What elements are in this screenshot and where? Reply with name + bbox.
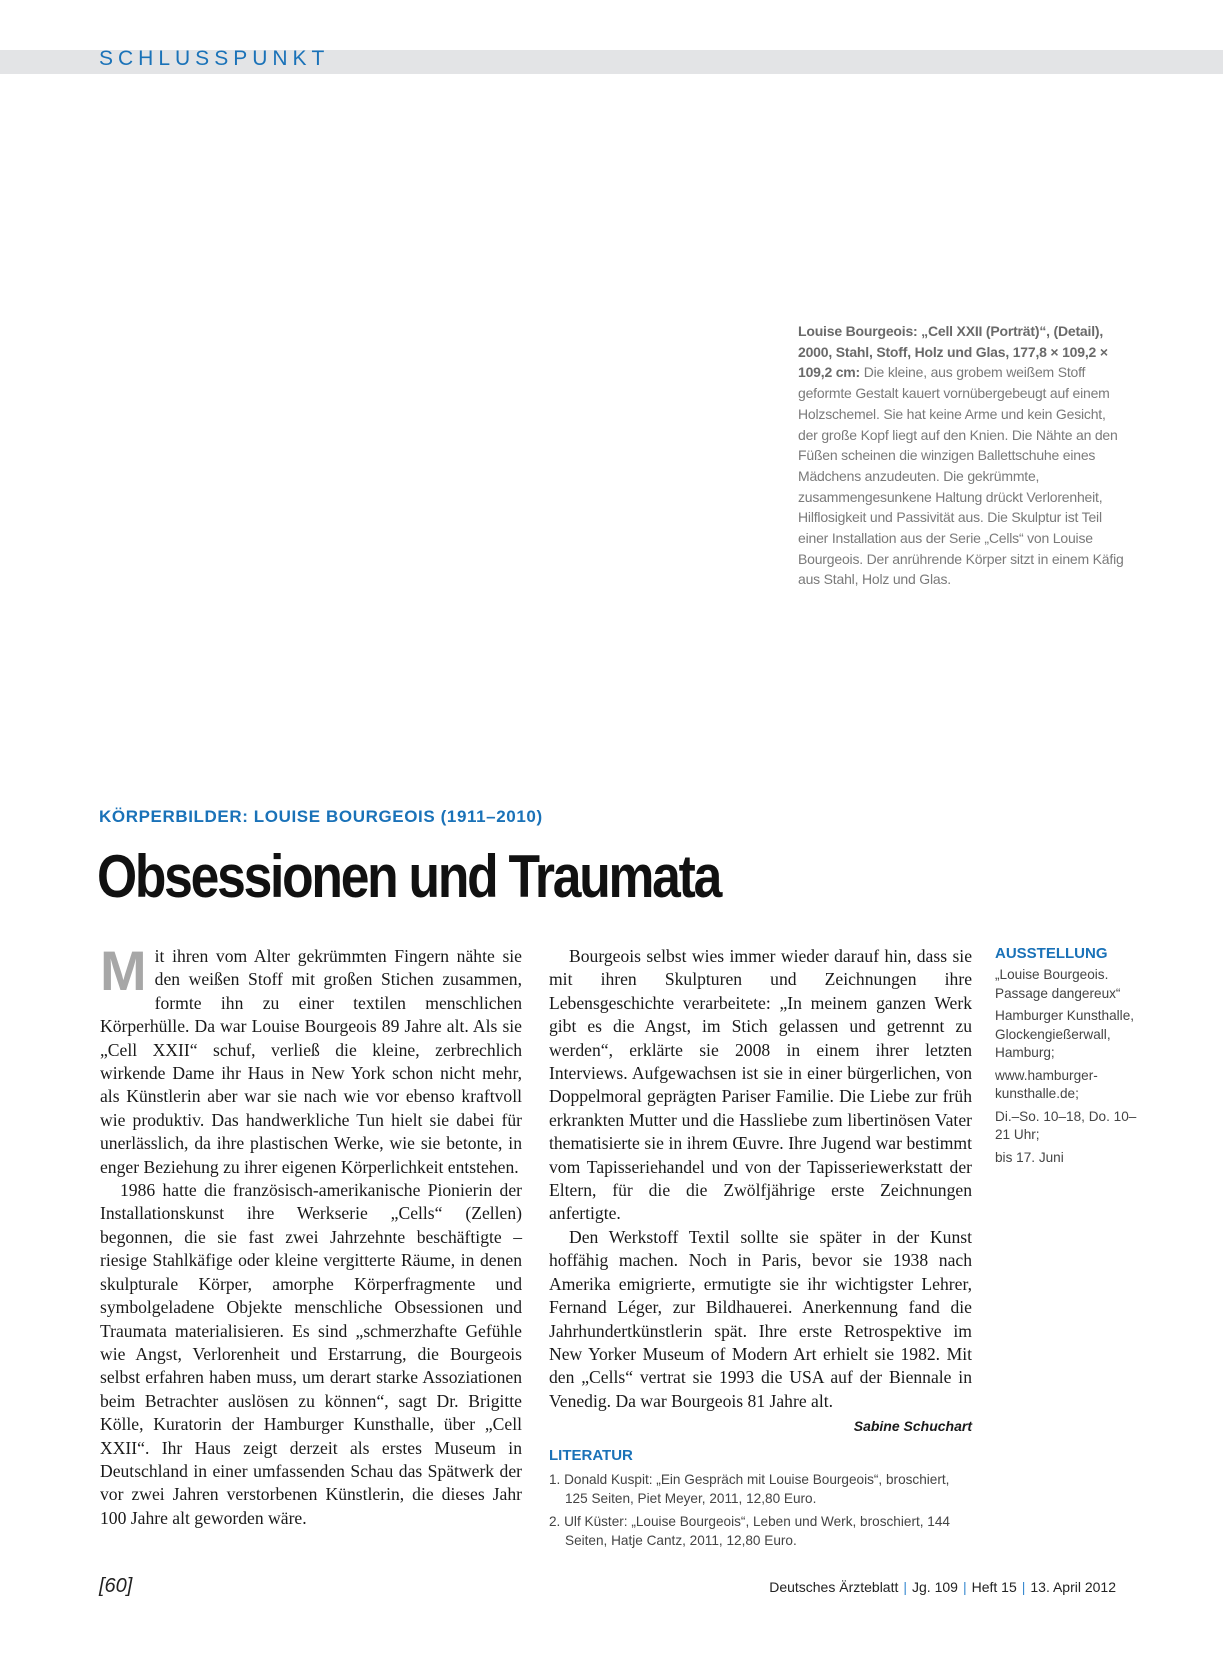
exhibition-venue: Hamburger Kunsthalle, Glockengießerwall, Hamburg;	[995, 1008, 1135, 1060]
literature-item: 2. Ulf Küster: „Louise Bourgeois“, Leben und Werk, broschiert, 144 Seiten, Hatje Cantz, 2011, 12,80 Euro.	[549, 1514, 950, 1548]
image-caption	[798, 321, 1128, 590]
article-headline: Obsessionen und Traumata	[97, 843, 721, 910]
exhibition-hours: Di.–So. 10–18, Do. 10–21 Uhr;	[995, 1108, 1137, 1142]
paragraph: Bourgeois selbst wies immer wieder darauf hin, dass sie mit ihren Skulpturen und Zeichnungen ihre Lebensgeschichte verarbeitete: „In meinem ganzen Werk gibt es die Angst, im Stich gelassen und getrennt zu werden“, erklärte sie 2008 in einem ihrer letzten Interviews. Aufgewachsen ist sie in einer bürgerlichen, von Doppelmoral geprägten Pariser Familie. Die Liebe zur früh erkrankten Mutter und die Hassliebe zum libertinösen Vater thematisierte sie in ihrem Œuvre. Ihre Jugend war bestimmt vom Tapisseriehandel und von der Tapisseriewerkstatt der Eltern, für die die Zwölfjährige erste Zeichnungen anfertigte.	[549, 946, 972, 1224]
exhibition-title: „Louise Bourgeois. Passage dangereux“	[995, 967, 1121, 1001]
page-number: [60]	[99, 1575, 133, 1597]
paragraph: 1986 hatte die französisch-amerikanische Pionierin der Installationskunst ihre Werkserie „Cells“ (Zellen) begonnen, die sie fast zwei Jahrzehnte beschäftigte – riesige Stahlkäfige oder kleine vergitterte Räume, in denen skulpturale Körper, amorphe Körperfragmente und symbolgeladene Objekte menschliche Obsessionen und Traumata materialisieren. Es sind „schmerzhafte Gefühle wie Angst, Verlorenheit und Erstarrung, die Bourgeois selbst erfahren haben muss, um derart starke Assoziationen beim Betrachter auslösen zu können“, sagt Dr. Brigitte Kölle, Kuratorin der Hamburger Kunsthalle, über „Cell XXII“. Ihr Haus zeigt derzeit als erstes Museum in Deutschland in einer umfassenden Schau das Spätwerk der vor zwei Jahren verstorbenen Künstlerin, die dieses Jahr 100 Jahre alt geworden wäre.	[100, 1180, 522, 1528]
caption-title: Louise Bourgeois: „Cell XXII (Porträt)“, (Detail), 2000, Stahl, Stoff, Holz und Glas, 177,8 × 109,2 × 109,2 cm:	[798, 323, 1108, 381]
journal-name: Deutsches Ärzteblatt	[769, 1579, 899, 1595]
author-name: Sabine Schuchart	[853, 1418, 972, 1435]
exhibition-website: www.hamburger-kunsthalle.de;	[995, 1067, 1098, 1101]
exhibition-heading: AUSSTELLUNG	[995, 945, 1108, 962]
drop-cap: M	[100, 939, 147, 1002]
journal-date: 13. April 2012	[1030, 1579, 1116, 1595]
paragraph-text: it ihren vom Alter gekrümmten Fingern nähte sie den weißen Stoff mit großen Stichen zusammen, formte ihn zu einer textilen menschlichen Körperhülle. Da war Louise Bourgeois 89 Jahre alt. Als sie „Cell XXII“ schuf, verließ die kleine, zerbrechlich wirkende Dame ihr Haus in New York schon nicht mehr, als Künstlerin aber war sie nach wie vor ebenso kraftvoll wie produktiv. Das handwerkliche Tun hielt sie dabei für unerlässlich, da ihre plastischen Werke, wie sie betonte, in enger Beziehung zu ihrer eigenen Körperlichkeit entstehen.	[100, 946, 522, 1177]
footer-separator: |	[962, 1579, 967, 1595]
journal-volume: Jg. 109	[912, 1579, 958, 1595]
exhibition-box	[995, 945, 1145, 1171]
footer-separator: |	[903, 1579, 908, 1595]
article-kicker: KÖRPERBILDER: LOUISE BOURGEOIS (1911–2010)	[99, 807, 543, 826]
journal-footer	[769, 1579, 1116, 1595]
literature-item: 1. Donald Kuspit: „Ein Gespräch mit Louise Bourgeois“, broschiert, 125 Seiten, Piet Meyer, 2011, 12,80 Euro.	[549, 1472, 950, 1506]
caption-text: Die kleine, aus grobem weißem Stoff geformte Gestalt kauert vornübergebeugt auf einem Holzschemel. Sie hat keine Arme und kein Gesicht, der große Kopf liegt auf den Knien. Die Nähte an den Füßen scheinen die winzigen Ballettschuhe eines Mädchens anzudeuten. Die gekrümmte, zusammengesunkene Haltung drückt Verlorenheit, Hilflosigkeit und Passivität aus. Die Skulptur ist Teil einer Installation aus der Serie „Cells“ von Louise Bourgeois. Der anrührende Körper sitzt in einem Käfig aus Stahl, Holz und Glas.	[798, 364, 1124, 588]
footer-separator: |	[1021, 1579, 1026, 1595]
literature-heading: LITERATUR	[549, 1447, 633, 1464]
journal-issue: Heft 15	[971, 1579, 1017, 1595]
section-label: SCHLUSSPUNKT	[99, 47, 330, 70]
exhibition-end-date: bis 17. Juni	[995, 1149, 1064, 1165]
literature-list	[549, 1470, 969, 1554]
article-column-2	[549, 945, 972, 1439]
paragraph	[100, 939, 522, 1179]
article-column-1	[100, 939, 522, 1530]
paragraph: Den Werkstoff Textil sollte sie später in der Kunst hoffähig machen. Noch in Paris, bevor sie 1938 nach Amerika emigrierte, ermutigte sie ihr wichtigster Lehrer, Fernand Léger, zur Bildhauerei. Anerkennung fand die Jahrhundertkünstlerin spät. Ihre erste Retrospektive im New Yorker Museum of Modern Art erhielt sie 1982. Mit den „Cells“ vertrat sie 1993 die USA auf der Biennale in Venedig. Da war Bourgeois 81 Jahre alt.	[549, 1226, 972, 1411]
